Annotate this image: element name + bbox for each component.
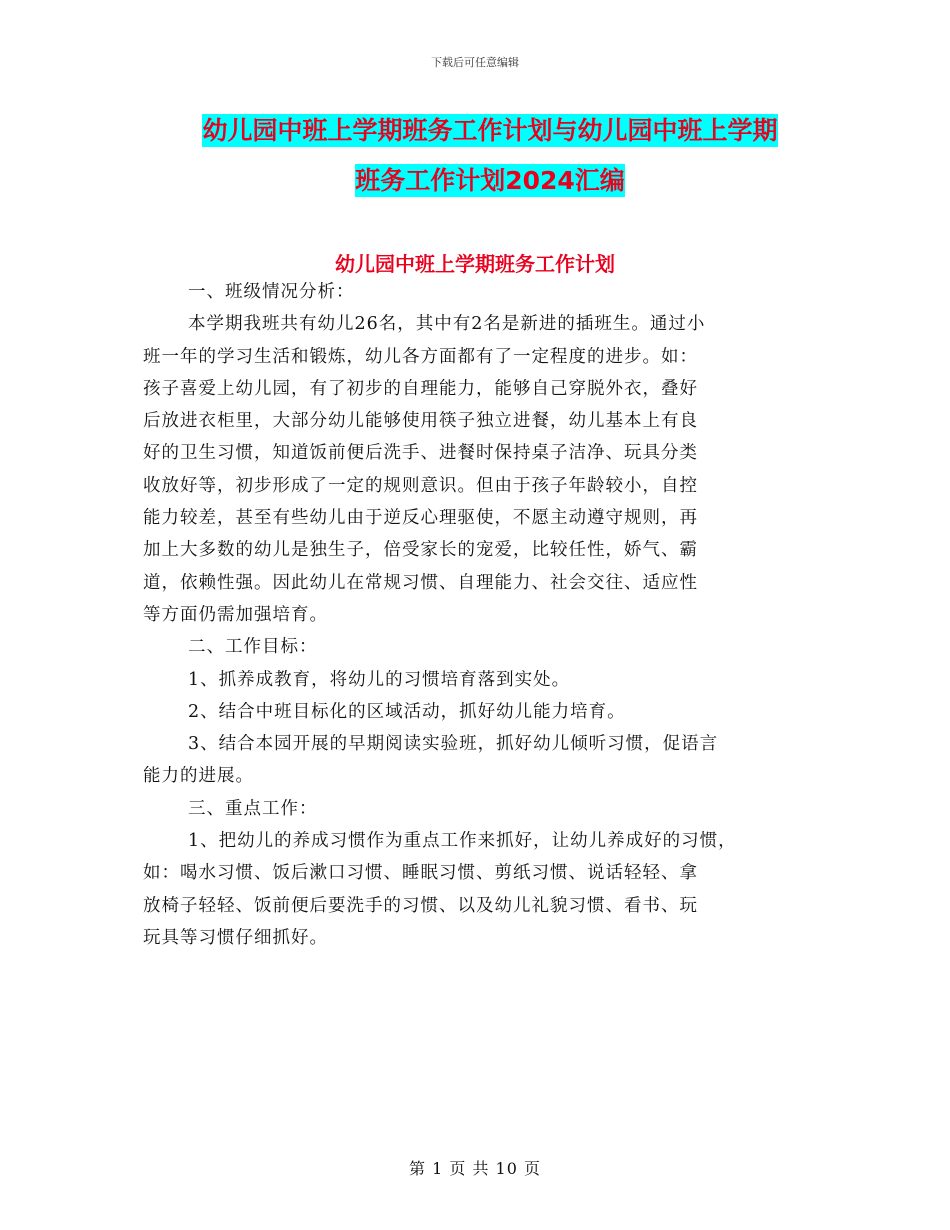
heading-key-work: 三、重点工作： [188,798,318,819]
paragraph-line: 等方面仍需加强培育。 [143,604,328,625]
paragraph-line: 好的卫生习惯，知道饭前便后洗手、进餐时保持桌子洁净、玩具分类 [143,443,698,464]
document-title-line-2: 班务工作计划2024汇编 [355,166,625,195]
document-title-line-1: 幼儿园中班上学期班务工作计划与幼儿园中班上学期 [202,116,778,145]
header-note: 下载后可任意编辑 [431,56,519,69]
heading-work-goals: 二、工作目标： [188,637,318,658]
page-number-footer: 第 1 页 共 10 页 [409,1159,541,1178]
document-title [140,106,840,206]
goal-item-continued: 能力的进展。 [143,766,254,787]
key-work-item-continued: 如：喝水习惯、饭后漱口习惯、睡眠习惯、剪纸习惯、说话轻轻、拿 [143,863,698,884]
paragraph-line: 后放进衣柜里，大部分幼儿能够使用筷子独立进餐，幼儿基本上有良 [143,411,698,432]
heading-class-analysis: 一、班级情况分析： [188,282,355,302]
paragraph-line: 孩子喜爱上幼儿园，有了初步的自理能力，能够自己穿脱外衣，叠好 [143,378,698,399]
goal-item: 1、抓养成教育，将幼儿的习惯培育落到实处。 [188,669,571,690]
paragraph-line: 收放好等，初步形成了一定的规则意识。但由于孩子年龄较小，自控 [143,475,698,496]
paragraph-line: 本学期我班共有幼儿26名，其中有2名是新进的插班生。通过小 [188,314,706,335]
paragraph-line: 班一年的学习生活和锻炼，幼儿各方面都有了一定程度的进步。如： [143,346,698,367]
paragraph-line: 道，依赖性强。因此幼儿在常规习惯、自理能力、社会交往、适应性 [143,572,698,593]
key-work-item-continued: 放椅子轻轻、饭前便后要洗手的习惯、以及幼儿礼貌习惯、看书、玩 [143,895,698,916]
key-work-item-continued: 玩具等习惯仔细抓好。 [143,927,328,948]
body-text [143,276,803,954]
key-work-item: 1、把幼儿的养成习惯作为重点工作来抓好，让幼儿养成好的习惯， [188,831,737,852]
goal-item: 3、结合本园开展的早期阅读实验班，抓好幼儿倾听习惯，促语言 [188,734,719,755]
goal-item: 2、结合中班目标化的区域活动，抓好幼儿能力培育。 [188,701,626,722]
section-title: 幼儿园中班上学期班务工作计划 [335,252,615,276]
paragraph-line: 能力较差，甚至有些幼儿由于逆反心理驱使，不愿主动遵守规则，再 [143,508,698,529]
paragraph-line: 加上大多数的幼儿是独生子，倍受家长的宠爱，比较任性，娇气、霸 [143,540,698,561]
